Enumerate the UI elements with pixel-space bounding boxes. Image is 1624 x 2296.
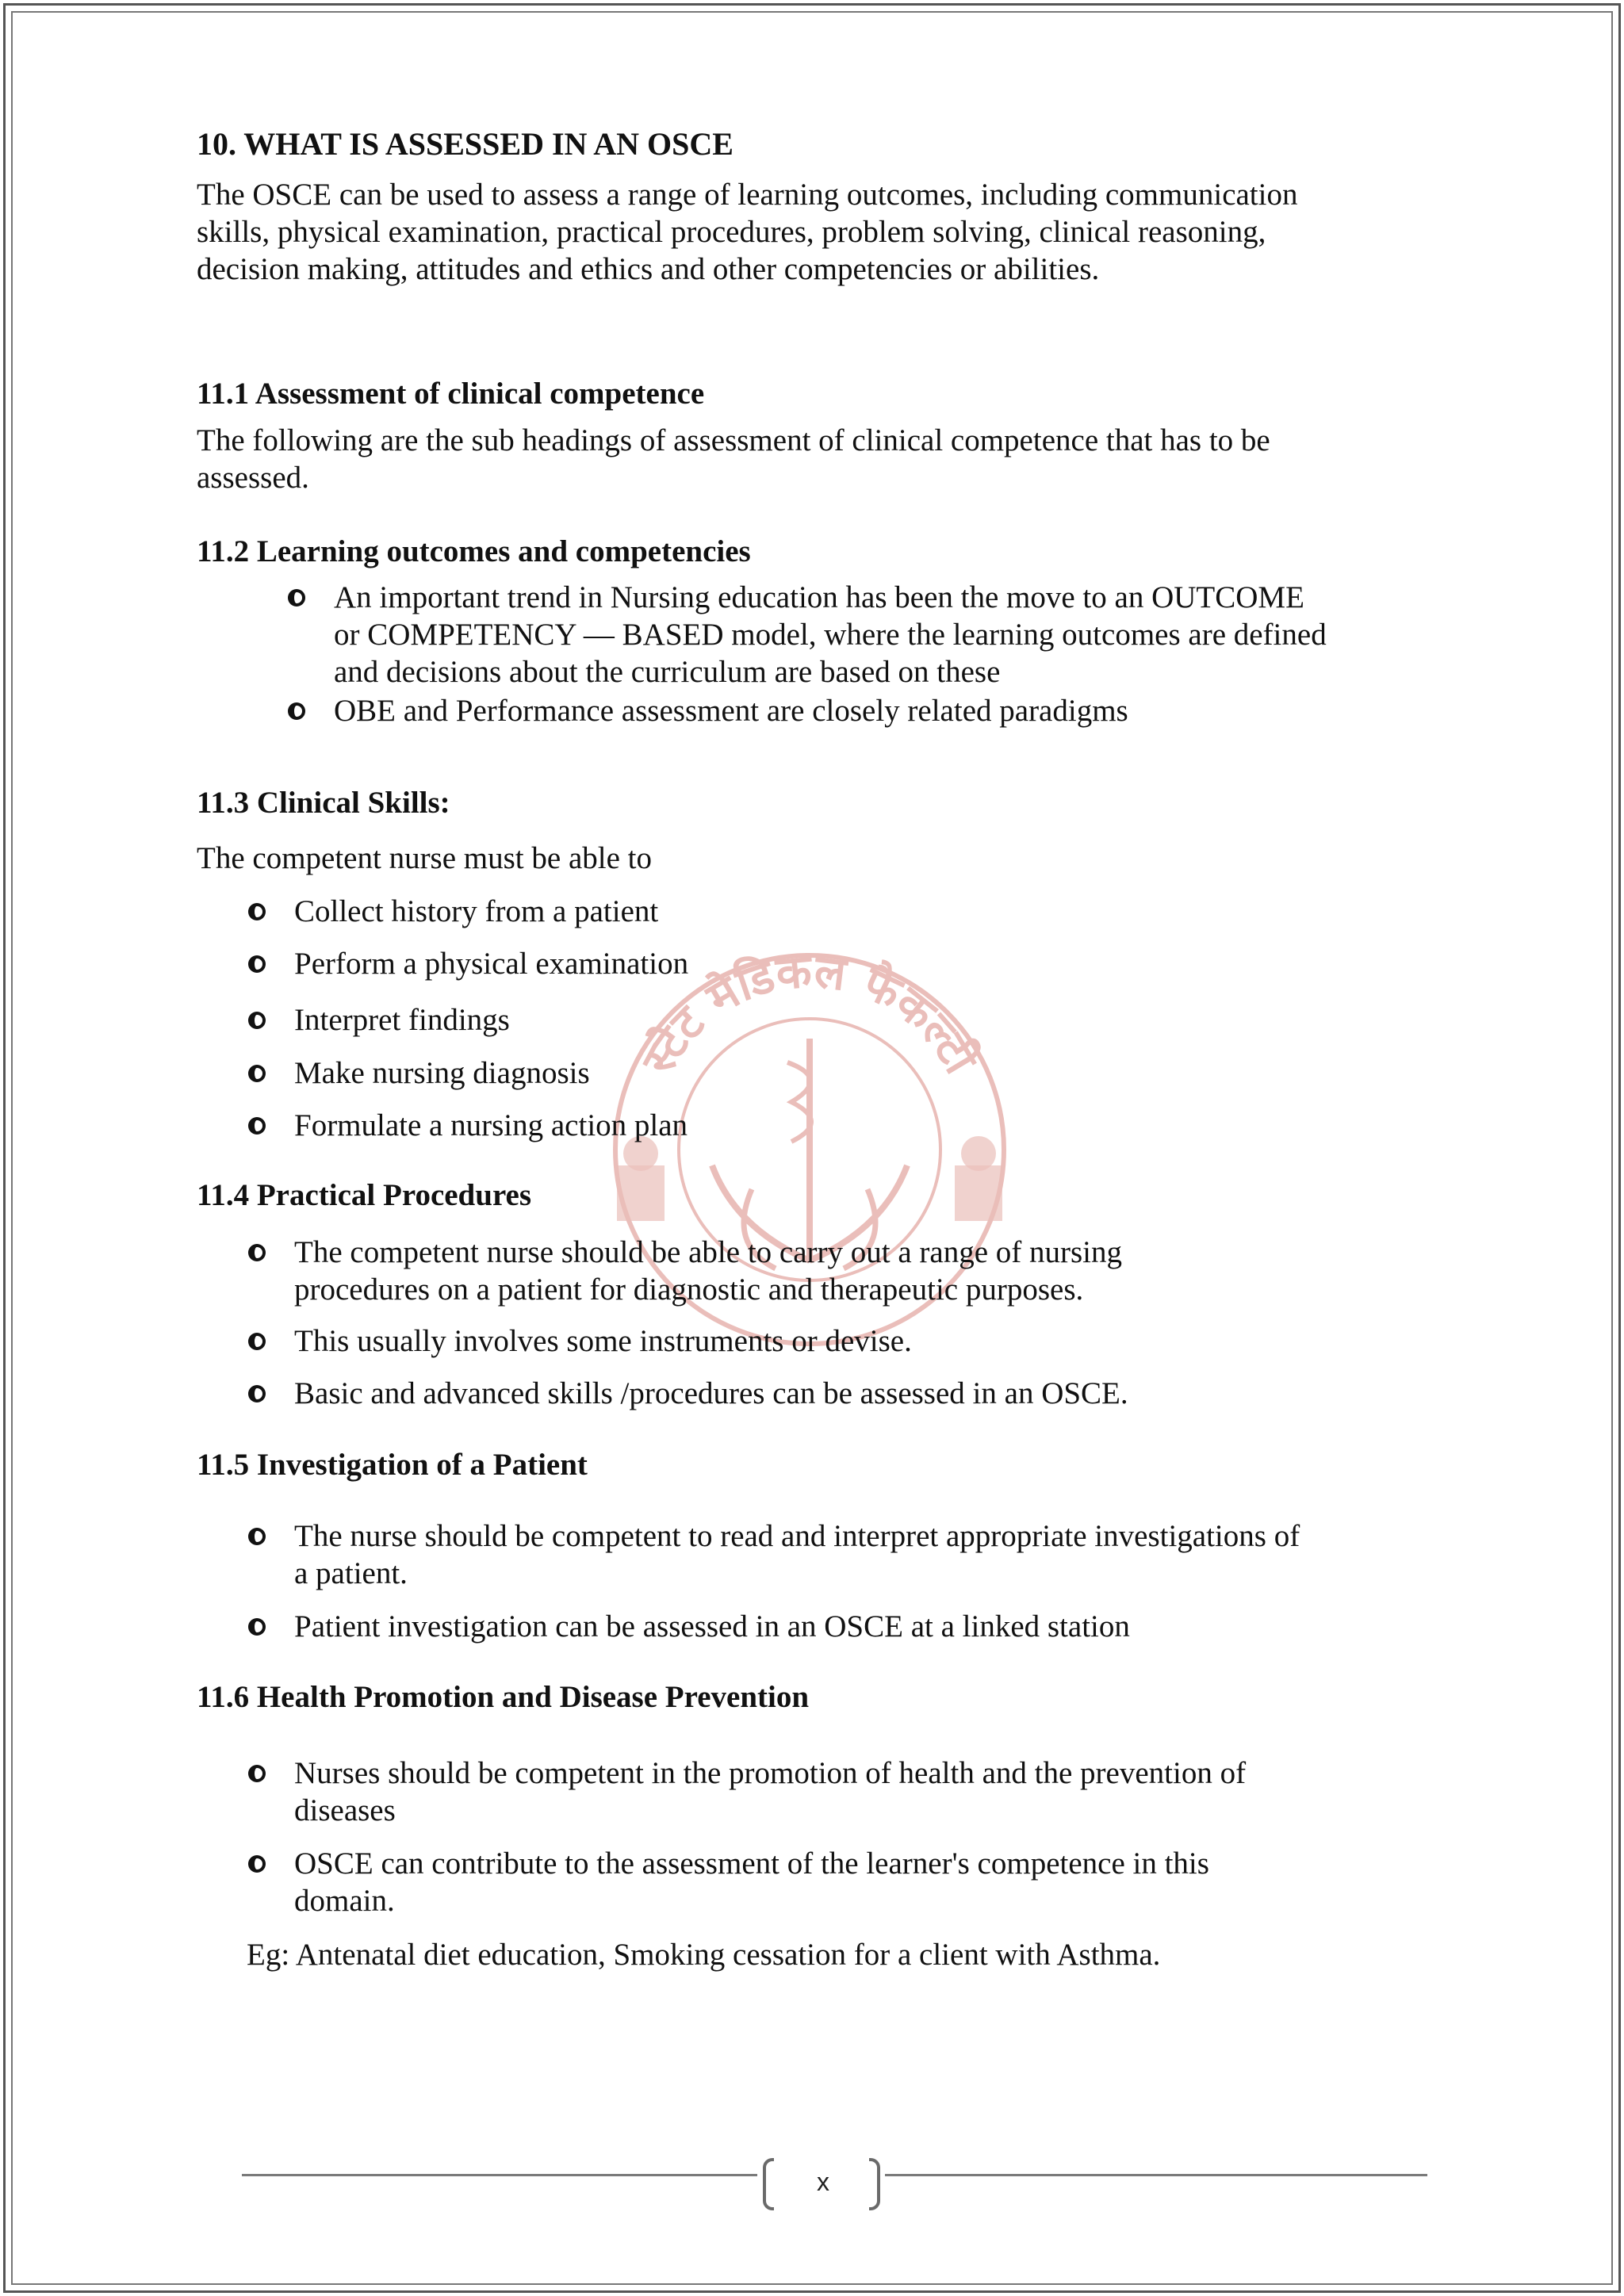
- paragraph-line: The following are the sub headings of assessment of clinical competence that has to be: [197, 423, 1270, 457]
- footer-rule-left: [242, 2174, 757, 2176]
- list-item-line: OSCE can contribute to the assessment of the learner's competence in this: [294, 1846, 1209, 1881]
- list-item: [294, 1001, 510, 1039]
- bullet-icon: [248, 1618, 266, 1636]
- bullet-icon: [248, 1012, 266, 1029]
- list-item-line: domain.: [294, 1884, 395, 1918]
- list-item-line: Collect history from a patient: [294, 894, 659, 928]
- section-11-5-heading: 11.5 Investigation of a Patient: [197, 1448, 588, 1482]
- list-item-line: or COMPETENCY — BASED model, where the learning outcomes are defined: [334, 618, 1327, 652]
- bullet-icon: [248, 955, 266, 973]
- list-item: [334, 579, 1327, 691]
- example-text: Eg: Antenatal diet education, Smoking cessation for a client with Asthma.: [247, 1938, 1161, 1972]
- list-item-line: The competent nurse should be able to carry out a range of nursing: [294, 1235, 1122, 1269]
- list-item: [294, 1375, 1128, 1412]
- list-item: [294, 1755, 1246, 1829]
- bullet-icon: [248, 1765, 266, 1782]
- list-item: [294, 1517, 1300, 1592]
- section-10-paragraph: [197, 176, 1427, 288]
- bullet-icon: [288, 589, 305, 607]
- list-item-line: An important trend in Nursing education has been the move to an OUTCOME: [334, 580, 1304, 614]
- list-item-line: and decisions about the curriculum are based on these: [334, 655, 1001, 689]
- bullet-icon: [288, 702, 305, 720]
- list-item: [334, 692, 1128, 729]
- section-11-4-heading: 11.4 Practical Procedures: [197, 1178, 532, 1212]
- paragraph-line: skills, physical examination, practical procedures, problem solving, clinical reasoning,: [197, 215, 1266, 249]
- list-item-line: Formulate a nursing action plan: [294, 1108, 688, 1142]
- bullet-icon: [248, 903, 266, 920]
- page-number: x: [817, 2168, 829, 2196]
- bullet-icon: [248, 1528, 266, 1545]
- bullet-icon: [248, 1244, 266, 1261]
- svg-text:स्टेट मेडिकल फैकल्टी: स्टेट मेडिकल फैकल्टी: [630, 943, 988, 1083]
- footer-rule-right: [885, 2174, 1427, 2176]
- list-item-line: Perform a physical examination: [294, 947, 689, 981]
- list-item-line: Basic and advanced skills /procedures can be assessed in an OSCE.: [294, 1376, 1128, 1410]
- bullet-icon: [248, 1855, 266, 1873]
- section-11-3-heading: 11.3 Clinical Skills:: [197, 786, 450, 820]
- list-item: [294, 1234, 1122, 1308]
- list-item-line: OBE and Performance assessment are closely related paradigms: [334, 694, 1128, 728]
- list-item-line: a patient.: [294, 1556, 408, 1590]
- list-item-line: procedures on a patient for diagnostic and therapeutic purposes.: [294, 1272, 1084, 1307]
- section-11-6-heading: 11.6 Health Promotion and Disease Prevention: [197, 1680, 810, 1714]
- bullet-icon: [248, 1333, 266, 1350]
- section-11-1-paragraph: [197, 422, 1427, 496]
- paragraph-line: decision making, attitudes and ethics and other competencies or abilities.: [197, 252, 1100, 286]
- section-11-1-heading: 11.1 Assessment of clinical competence: [197, 377, 705, 411]
- list-item-line: Interpret findings: [294, 1003, 510, 1037]
- list-item-line: This usually involves some instruments or devise.: [294, 1324, 912, 1358]
- paragraph-line: The OSCE can be used to assess a range of learning outcomes, including communication: [197, 178, 1298, 212]
- list-item-line: Patient investigation can be assessed in an OSCE at a linked station: [294, 1609, 1130, 1644]
- list-item-line: Nurses should be competent in the promotion of health and the prevention of: [294, 1756, 1247, 1790]
- section-10-heading: 10. WHAT IS ASSESSED IN AN OSCE: [197, 126, 733, 162]
- list-item: [294, 1107, 688, 1144]
- list-item: [294, 1322, 912, 1360]
- list-item: [294, 893, 658, 930]
- page-bracket-left: [763, 2158, 774, 2210]
- list-item: [294, 1845, 1209, 1919]
- list-item-line: Make nursing diagnosis: [294, 1056, 590, 1090]
- paragraph-line: assessed.: [197, 461, 309, 495]
- list-item: [294, 1608, 1130, 1645]
- bullet-icon: [248, 1065, 266, 1082]
- bullet-icon: [248, 1117, 266, 1135]
- list-item-line: The nurse should be competent to read and interpret appropriate investigations of: [294, 1519, 1300, 1553]
- list-item: [294, 1054, 590, 1092]
- page-bracket-right: [869, 2158, 880, 2210]
- section-11-3-intro: The competent nurse must be able to: [197, 841, 652, 875]
- list-item: [294, 945, 688, 982]
- list-item-line: diseases: [294, 1793, 396, 1827]
- bullet-icon: [248, 1385, 266, 1402]
- section-11-2-heading: 11.2 Learning outcomes and competencies: [197, 534, 751, 568]
